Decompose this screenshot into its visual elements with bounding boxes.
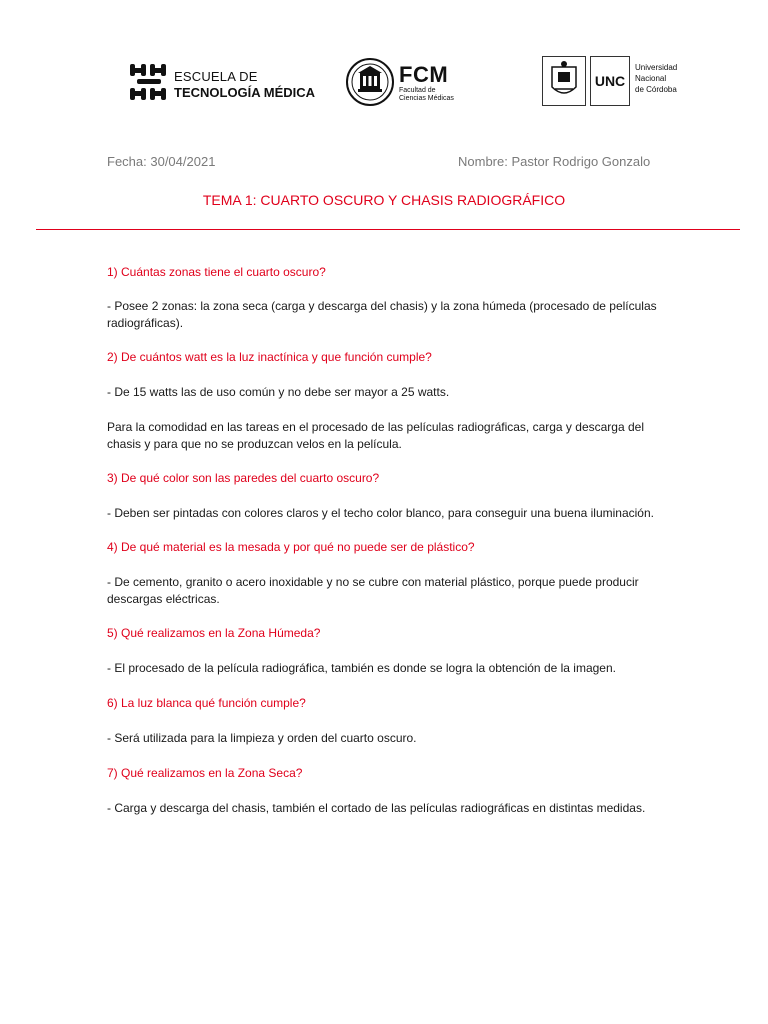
answer-3: - Deben ser pintadas con colores claros y el techo color blanco, para conseguir una buena iluminación. (107, 506, 654, 520)
document-title: TEMA 1: CUARTO OSCURO Y CHASIS RADIOGRÁFICO (202, 192, 566, 208)
unc-abbr: UNC (590, 56, 630, 106)
unc-crest (542, 56, 586, 106)
answer-7: - Carga y descarga del chasis, también el cortado de las películas radiográficas en distintas medidas. (107, 801, 646, 815)
answer-4: - De cemento, granito o acero inoxidable y no se cubre con material plástico, porque puede producir descargas eléctricas. (107, 575, 639, 606)
document-header (0, 0, 768, 120)
answer-2b: Para la comodidad en las tareas en el procesado de las películas radiográficas, carga y descarga del chasis y para que no se produzcan velos en la película. (107, 420, 644, 451)
question-4: 4) De qué material es la mesada y por qué no puede ser de plástico? (107, 540, 475, 554)
unc-name-line2: Nacional (635, 74, 667, 83)
etm-mark-icon (128, 62, 170, 102)
answer-6: - Será utilizada para la limpieza y orden del cuarto oscuro. (107, 731, 417, 745)
fcm-sub-line1: Facultad de (399, 87, 436, 94)
question-2: 2) De cuántos watt es la luz inactínica y que función cumple? (107, 350, 432, 364)
student-name-field: Nombre: Pastor Rodrigo Gonzalo (458, 154, 651, 169)
etm-line1: ESCUELA DE (174, 69, 258, 84)
question-1: 1) Cuántas zonas tiene el cuarto oscuro? (107, 265, 326, 279)
title-divider (36, 229, 740, 230)
escuela-tecnologia-medica-logo (128, 62, 328, 102)
answer-2a: - De 15 watts las de uso común y no debe ser mayor a 25 watts. (107, 385, 450, 399)
etm-logo-text (174, 69, 315, 101)
question-7: 7) Qué realizamos en la Zona Seca? (107, 766, 303, 780)
qa-content (107, 264, 667, 817)
question-6: 6) La luz blanca qué función cumple? (107, 696, 306, 710)
question-3: 3) De qué color son las paredes del cuarto oscuro? (107, 471, 380, 485)
question-5: 5) Qué realizamos en la Zona Húmeda? (107, 626, 321, 640)
answer-5: - El procesado de la película radiográfica, también es donde se logra la obtención de la imagen. (107, 661, 616, 675)
unc-crest-icon (543, 57, 585, 105)
unc-fullname (635, 62, 677, 95)
fcm-sub-line2: Ciencias Médicas (399, 95, 454, 102)
date-field: Fecha: 30/04/2021 (107, 154, 216, 169)
fcm-seal-icon (345, 56, 395, 108)
fcm-logo (345, 56, 485, 112)
fcm-abbr: FCM (399, 62, 449, 87)
answer-1: - Posee 2 zonas: la zona seca (carga y descarga del chasis) y la zona húmeda (procesado de películas radiográficas). (107, 299, 657, 330)
etm-line2: TECNOLOGÍA MÉDICA (174, 85, 316, 100)
unc-name-line1: Universidad (635, 63, 678, 72)
unc-logo (542, 56, 702, 108)
unc-name-line3: de Córdoba (635, 85, 677, 94)
fcm-subtitle (399, 87, 454, 103)
